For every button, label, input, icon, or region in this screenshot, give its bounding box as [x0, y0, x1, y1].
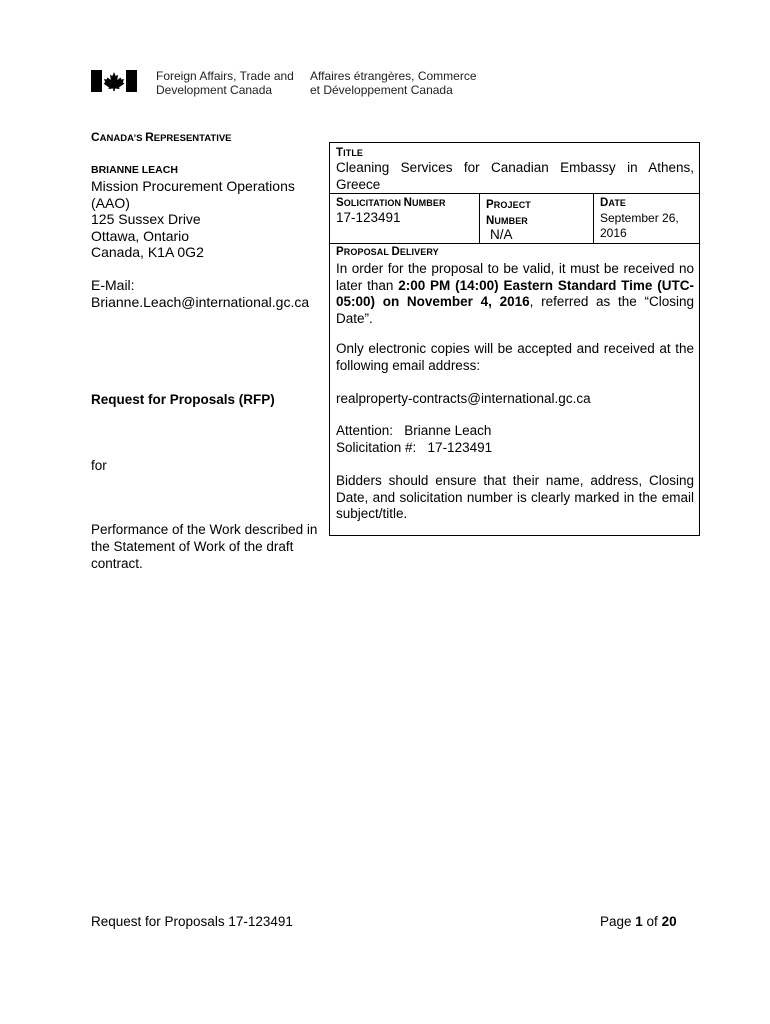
electronic-copies-text: Only electronic copies will be accepted and received at the following email address:: [336, 341, 694, 373]
contract-email: realproperty-contracts@international.gc.ca: [336, 391, 591, 406]
solicitation-number-label: SOLICITATION NUMBER: [336, 197, 446, 209]
rfp-title: Request for Proposals (RFP): [91, 392, 275, 407]
representative-name: BRIANNE LEACH: [91, 164, 178, 176]
bidders-note: Bidders should ensure that their name, address, Closing Date, and solicitation number is clearly marked in the email subject/title.: [336, 473, 694, 521]
representative-email-block: E-Mail: Brianne.Leach@international.gc.ca: [91, 277, 310, 310]
department-name-fr: Affaires étrangères, Commerce et Développement Canada: [310, 69, 477, 97]
rfp-details-panel: [329, 142, 700, 536]
department-name-en: Foreign Affairs, Trade and Development Canada: [156, 69, 294, 97]
title-value: Cleaning Services for Canadian Embassy in Athens, Greece: [336, 160, 694, 192]
footer-page-number: Page 1 of 20: [600, 914, 677, 929]
project-number-value: N/A: [490, 227, 513, 242]
date-label: DATE: [600, 197, 627, 209]
title-label: TITLE: [336, 147, 364, 159]
solicitation-ref-line: Solicitation #: 17-123491: [336, 440, 493, 455]
canada-flag-icon: [91, 70, 137, 92]
proposal-delivery-label: PROPOSAL DELIVERY: [336, 246, 439, 258]
footer-document-title: Request for Proposals 17-123491: [91, 914, 293, 929]
representative-address: Mission Procurement Operations (AAO) 125 Sussex Drive Ottawa, Ontario Canada, K1A 0G2: [91, 178, 295, 260]
for-text: for: [91, 458, 107, 473]
performance-text: Performance of the Work described in the Statement of Work of the draft contract.: [91, 522, 318, 571]
solicitation-number-value: 17-123491: [336, 210, 401, 225]
project-number-label: PROJECT NUMBER: [486, 199, 531, 227]
representative-heading: CANADA’S REPRESENTATIVE: [91, 130, 232, 144]
closing-date-time: 2:00 PM (14:00) Eastern Standard Time (UTC-05:00) on November 4, 2016: [336, 277, 694, 309]
delivery-deadline-text: In order for the proposal to be valid, it must be received no later than 2:00 PM (14:00) Eastern Standard Time (UTC-05:00) on November 4, 2016, referred as the “Closing Date”.: [336, 261, 694, 326]
date-value: September 26, 2016: [600, 211, 679, 240]
representative-email: Brianne.Leach@international.gc.ca: [91, 293, 310, 310]
attention-line: Attention: Brianne Leach: [336, 423, 492, 438]
